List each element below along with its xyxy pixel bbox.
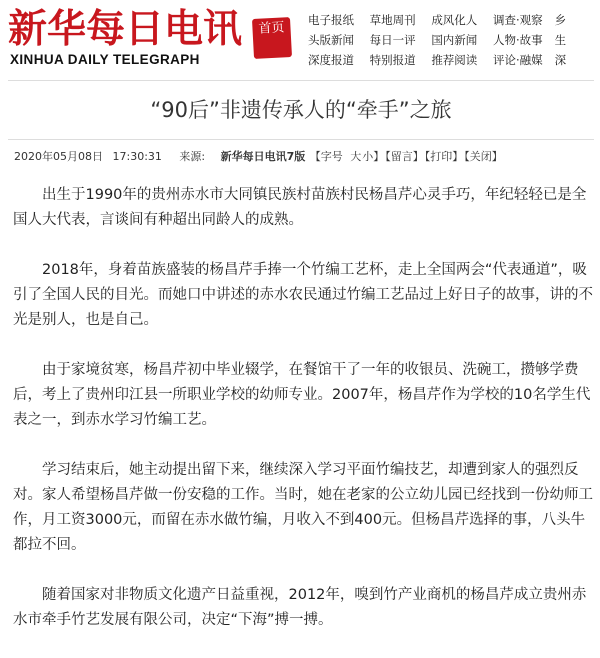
nav-link-caodi-weekly[interactable]: 草地周刊 <box>369 13 416 27</box>
nav-link-special-report[interactable]: 特别报道 <box>369 53 416 67</box>
article-paragraph: 随着国家对非物质文化遗产日益重视，2012年，嗅到竹产业商机的杨昌芹成立贵州赤水市牵手竹艺发展有限公司，决定“下海”搏一搏。 <box>13 587 587 628</box>
nav-link-daily-comment[interactable]: 每日一评 <box>369 33 416 47</box>
nav-link-truncated-2[interactable]: 生 <box>554 33 567 47</box>
article-paragraph: 学习结束后，她主动提出留下来，继续深入学习平面竹编技艺，却遭到家人的强烈反对。家人希望杨昌芹做一份安稳的工作。当时，她在老家的公立幼儿园已经找到一份幼师工作，月工资3000元，而留在赤水做竹编，月收入不到400元。但杨昌芹选择的事，八头牛都拉不回。 <box>13 462 593 553</box>
nav-link-commentary-media[interactable]: 评论·融媒 <box>492 53 543 67</box>
nav-row-3 <box>308 52 600 72</box>
article-body <box>13 183 593 658</box>
nav-link-front-page[interactable]: 头版新闻 <box>308 33 354 47</box>
nav-row-2 <box>308 32 600 52</box>
print-link[interactable]: 【打印】 <box>424 150 464 163</box>
article-paragraph: 出生于1990年的贵州赤水市大同镇民族村苗族村民杨昌芹心灵手巧，年纪轻轻已是全国人大代表，言谈间有种超出同龄人的成熟。 <box>13 187 587 228</box>
logo-chinese: 新华每日电讯 <box>8 6 243 52</box>
nav-link-recommended[interactable]: 推荐阅读 <box>431 53 478 67</box>
article-title: “90后”非遗传承人的“牵手”之旅 <box>150 98 452 122</box>
comment-link[interactable]: 【留言】 <box>385 150 424 163</box>
article-paragraph: 2018年，身着苗族盛装的杨昌芹手捧一个竹编工艺杯，走上全国两会“代表通道”，吸引了全国人民的目光。而她口中讲述的赤水农民通过竹编工艺品过上好日子的故事，讲的不光是别人，也是自己。 <box>13 262 593 328</box>
article-meta <box>14 148 594 164</box>
home-seal-link[interactable]: 首页 <box>252 17 292 59</box>
font-small-button[interactable]: 小】 <box>362 150 385 163</box>
close-link[interactable]: 【关闭】 <box>464 150 503 163</box>
top-navigation <box>308 12 600 72</box>
article-title-bar <box>8 80 594 140</box>
nav-link-people-stories[interactable]: 人物·故事 <box>492 33 543 47</box>
nav-link-e-paper[interactable]: 电子报纸 <box>308 13 354 27</box>
article-time: 17:30:31 <box>112 150 162 163</box>
font-large-button[interactable]: 大 <box>350 150 362 163</box>
nav-link-investigation[interactable]: 调查·观察 <box>492 13 543 27</box>
nav-link-domestic-news[interactable]: 国内新闻 <box>431 33 478 47</box>
article-date: 2020年05月08日 <box>14 150 103 163</box>
source-name[interactable]: 新华每日电讯7版 <box>220 150 306 163</box>
article-paragraph: 由于家境贫寒，杨昌芹初中毕业辍学，在餐馆干了一年的收银员、洗碗工，攒够学费后，考上了贵州印江县一所职业学校的幼师专业。2007年，杨昌芹作为学校的10名学生代表之一，到赤水学习竹编工艺。 <box>13 362 591 428</box>
nav-link-truncated-3[interactable]: 深 <box>554 53 567 67</box>
site-logo[interactable] <box>8 6 243 70</box>
nav-row-1 <box>308 12 600 32</box>
nav-link-truncated-1[interactable]: 乡 <box>554 13 567 27</box>
nav-link-chengfeng[interactable]: 成风化人 <box>431 13 478 27</box>
site-header <box>0 0 600 74</box>
logo-english: XINHUA DAILY TELEGRAPH <box>10 52 200 67</box>
font-size-label: 【字号 <box>309 150 343 163</box>
source-label: 来源: <box>179 150 206 163</box>
nav-link-in-depth[interactable]: 深度报道 <box>308 53 354 67</box>
